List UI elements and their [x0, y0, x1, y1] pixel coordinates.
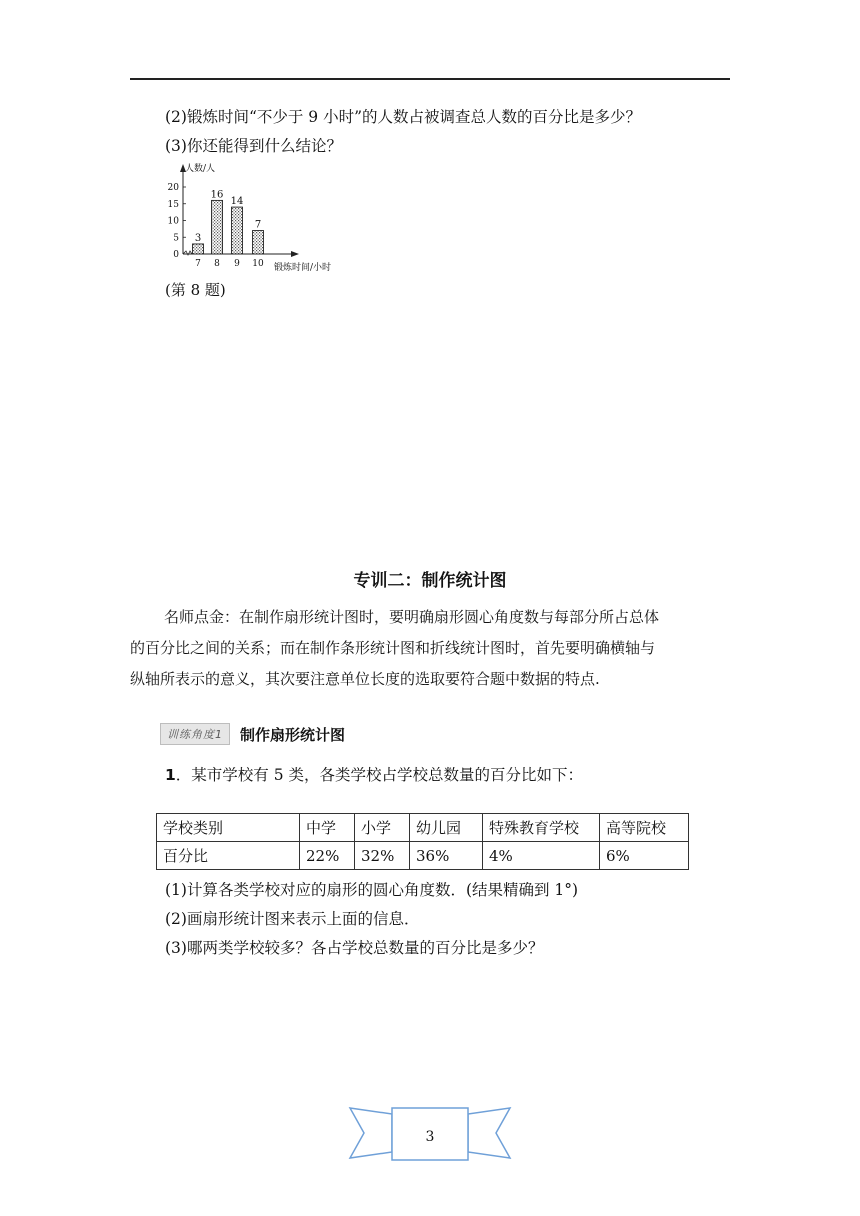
table-cell: 36% [410, 842, 483, 870]
training-badge: 训练角度1 [160, 723, 230, 745]
problem-text: ．某市学校有 5 类，各类学校占学校总数量的百分比如下： [175, 766, 584, 784]
table-cell: 中学 [300, 814, 355, 842]
table-cell: 22% [300, 842, 355, 870]
question-3: (3)你还能得到什么结论？ [165, 137, 342, 155]
table-cell: 学校类别 [157, 814, 300, 842]
header-rule [130, 78, 730, 80]
bar [253, 231, 264, 254]
bar [193, 244, 204, 254]
tip-paragraph [130, 602, 730, 695]
table-cell: 特殊教育学校 [483, 814, 600, 842]
page-number: 3 [425, 1129, 435, 1145]
x-tick-label: 9 [234, 259, 240, 269]
x-tick-label: 7 [195, 259, 201, 269]
data-label: 3 [194, 232, 202, 244]
school-percentage-table [156, 813, 689, 870]
x-tick-label: 10 [252, 259, 264, 269]
table-cell: 4% [483, 842, 600, 870]
tip-line-1: 名师点金：在制作扇形统计图时，要明确扇形圆心角度数与每部分所占总体 [164, 608, 660, 626]
table-row [157, 842, 689, 870]
table-cell: 6% [600, 842, 689, 870]
y-axis-label: 人数/人 [185, 164, 216, 174]
subquestion-1: (1)计算各类学校对应的扇形的圆心角度数．(结果精确到 1°) [165, 881, 579, 899]
table-cell: 小学 [355, 814, 410, 842]
table-header-row [157, 814, 689, 842]
subquestion-3: (3)哪两类学校较多？各占学校总数量的百分比是多少？ [165, 939, 544, 957]
training-title: 制作扇形统计图 [240, 725, 346, 744]
tip-line-2: 的百分比之间的关系；而在制作条形统计图和折线统计图时，首先要明确横轴与 [130, 639, 656, 657]
x-axis-arrow [291, 251, 299, 257]
data-label: 14 [230, 196, 244, 208]
section-title: 专训二：制作统计图 [353, 571, 507, 591]
y-tick-label: 0 [173, 250, 179, 260]
table-cell: 百分比 [157, 842, 300, 870]
figure-caption: (第 8 题) [165, 281, 226, 299]
bar [232, 207, 243, 254]
x-tick-label: 8 [214, 259, 220, 269]
table-cell: 32% [355, 842, 410, 870]
tip-line-3: 纵轴所表示的意义，其次要注意单位长度的选取要符合题中数据的特点. [130, 670, 600, 688]
y-tick-label: 5 [173, 233, 179, 244]
data-label: 7 [254, 219, 262, 231]
data-label: 16 [210, 189, 224, 201]
table-cell: 高等院校 [600, 814, 689, 842]
training-heading [160, 723, 345, 745]
y-tick-label: 20 [167, 183, 179, 193]
question-2: (2)锻炼时间“不少于 9 小时”的人数占被调查总人数的百分比是多少？ [165, 108, 642, 126]
x-axis-label: 锻炼时间/小时 [274, 263, 332, 273]
problem-1 [165, 763, 583, 785]
subquestion-2: (2)画扇形统计图来表示上面的信息． [165, 910, 420, 928]
exercise-bar-chart [160, 160, 360, 275]
y-tick-label: 10 [167, 216, 179, 227]
table-cell: 幼儿园 [410, 814, 483, 842]
bar [212, 200, 223, 254]
problem-number: 1 [165, 766, 176, 784]
y-tick-label: 15 [167, 199, 179, 210]
